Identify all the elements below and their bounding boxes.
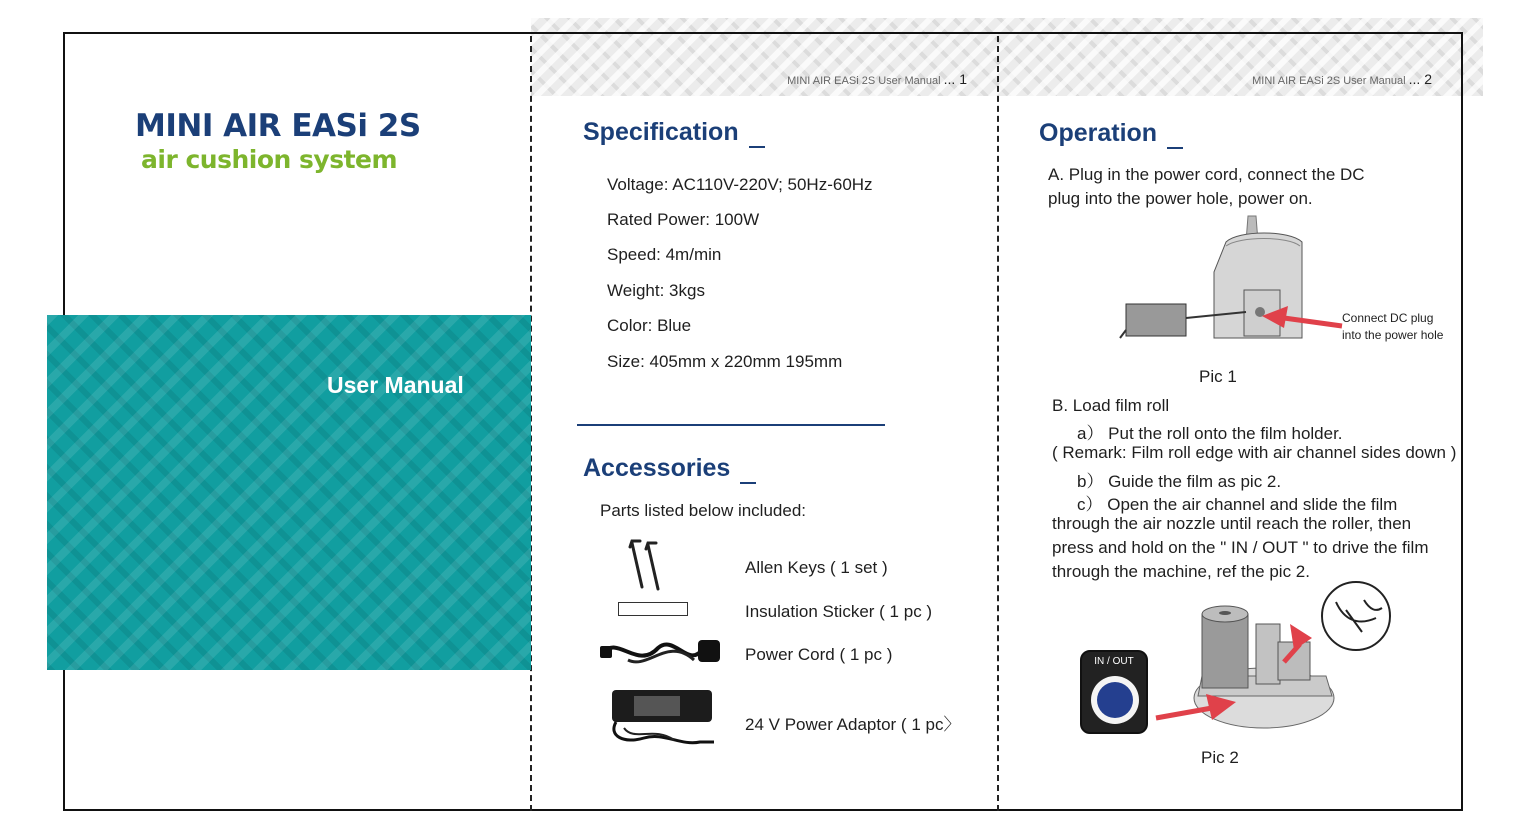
- accessory-insulation-sticker: Insulation Sticker ( 1 pc ): [745, 602, 933, 621]
- pic2-caption: Pic 2: [1201, 748, 1239, 767]
- cover-teal-panel: [47, 315, 531, 670]
- spec-power: Rated Power: 100W: [607, 210, 760, 229]
- step-b-line7: press and hold on the " IN / OUT " to drive the film: [1052, 538, 1429, 557]
- spec-title-text: Specification: [583, 118, 739, 146]
- step-b-b: b） Guide the film as pic 2.: [1077, 472, 1282, 491]
- power-cord-icon: [598, 630, 724, 674]
- step-b-remark: ( Remark: Film roll edge with air channel sides down ): [1052, 443, 1457, 462]
- section-divider: [577, 424, 885, 426]
- callout-line1: Connect DC plug: [1342, 311, 1434, 325]
- button-ring-icon: [1091, 676, 1139, 724]
- accessories-title: [583, 454, 756, 484]
- accessories-intro: Parts listed below included:: [600, 501, 807, 520]
- brand-subtitle: air cushion system: [141, 145, 398, 174]
- dc-plug-callout: [1342, 310, 1443, 344]
- step-b-line8: through the machine, ref the pic 2.: [1052, 562, 1310, 581]
- insulation-sticker-icon: [618, 602, 688, 616]
- page2-header-text: MINI AIR EASi 2S User Manual: [1252, 75, 1406, 87]
- in-out-arrow-icon: [1154, 690, 1238, 724]
- power-adaptor-icon: [604, 686, 722, 752]
- callout-arrow-icon: [1260, 306, 1344, 340]
- operation-title-text: Operation: [1039, 119, 1158, 147]
- page1-number: ... 1: [943, 71, 967, 87]
- accessories-title-text: Accessories: [583, 454, 731, 482]
- accessory-power-cord: Power Cord ( 1 pc ): [745, 645, 893, 664]
- page2-header: [1252, 71, 1432, 87]
- step-b-line6: through the air nozzle until reach the roller, then: [1052, 514, 1412, 533]
- spec-voltage: Voltage: AC110V-220V; 50Hz-60Hz: [607, 175, 873, 194]
- step-b-c: c） Open the air channel and slide the film: [1077, 495, 1398, 514]
- brand-title: MINI AIR EASi 2S: [135, 108, 421, 144]
- step-a-line2: plug into the power hole, power on.: [1048, 189, 1313, 208]
- page1-header: [787, 71, 967, 87]
- accessory-power-adaptor: 24 V Power Adaptor ( 1 pc〉: [745, 715, 961, 734]
- spec-size: Size: 405mm x 220mm 195mm: [607, 352, 843, 371]
- operation-title: [1039, 119, 1183, 149]
- step-b-title: B. Load film roll: [1052, 396, 1170, 415]
- fold-line-right: [997, 36, 999, 811]
- spec-weight: Weight: 3kgs: [607, 281, 705, 300]
- in-out-button-closeup: [1080, 650, 1148, 734]
- page2-number: ... 2: [1408, 71, 1432, 87]
- accessory-allen-keys: Allen Keys ( 1 set ): [745, 558, 888, 577]
- spec-title: [583, 118, 765, 148]
- step-a-line1: A. Plug in the power cord, connect the DC: [1048, 165, 1365, 184]
- manual-title: User Manual: [327, 372, 464, 398]
- pic1-caption: Pic 1: [1199, 367, 1237, 386]
- step-b-a: a） Put the roll onto the film holder.: [1077, 424, 1343, 443]
- allen-keys-icon: [622, 537, 670, 593]
- page1-header-text: MINI AIR EASi 2S User Manual: [787, 75, 941, 87]
- spec-speed: Speed: 4m/min: [607, 245, 722, 264]
- spec-color: Color: Blue: [607, 316, 692, 335]
- callout-line2: into the power hole: [1342, 328, 1444, 342]
- in-out-label: IN / OUT: [1094, 656, 1134, 667]
